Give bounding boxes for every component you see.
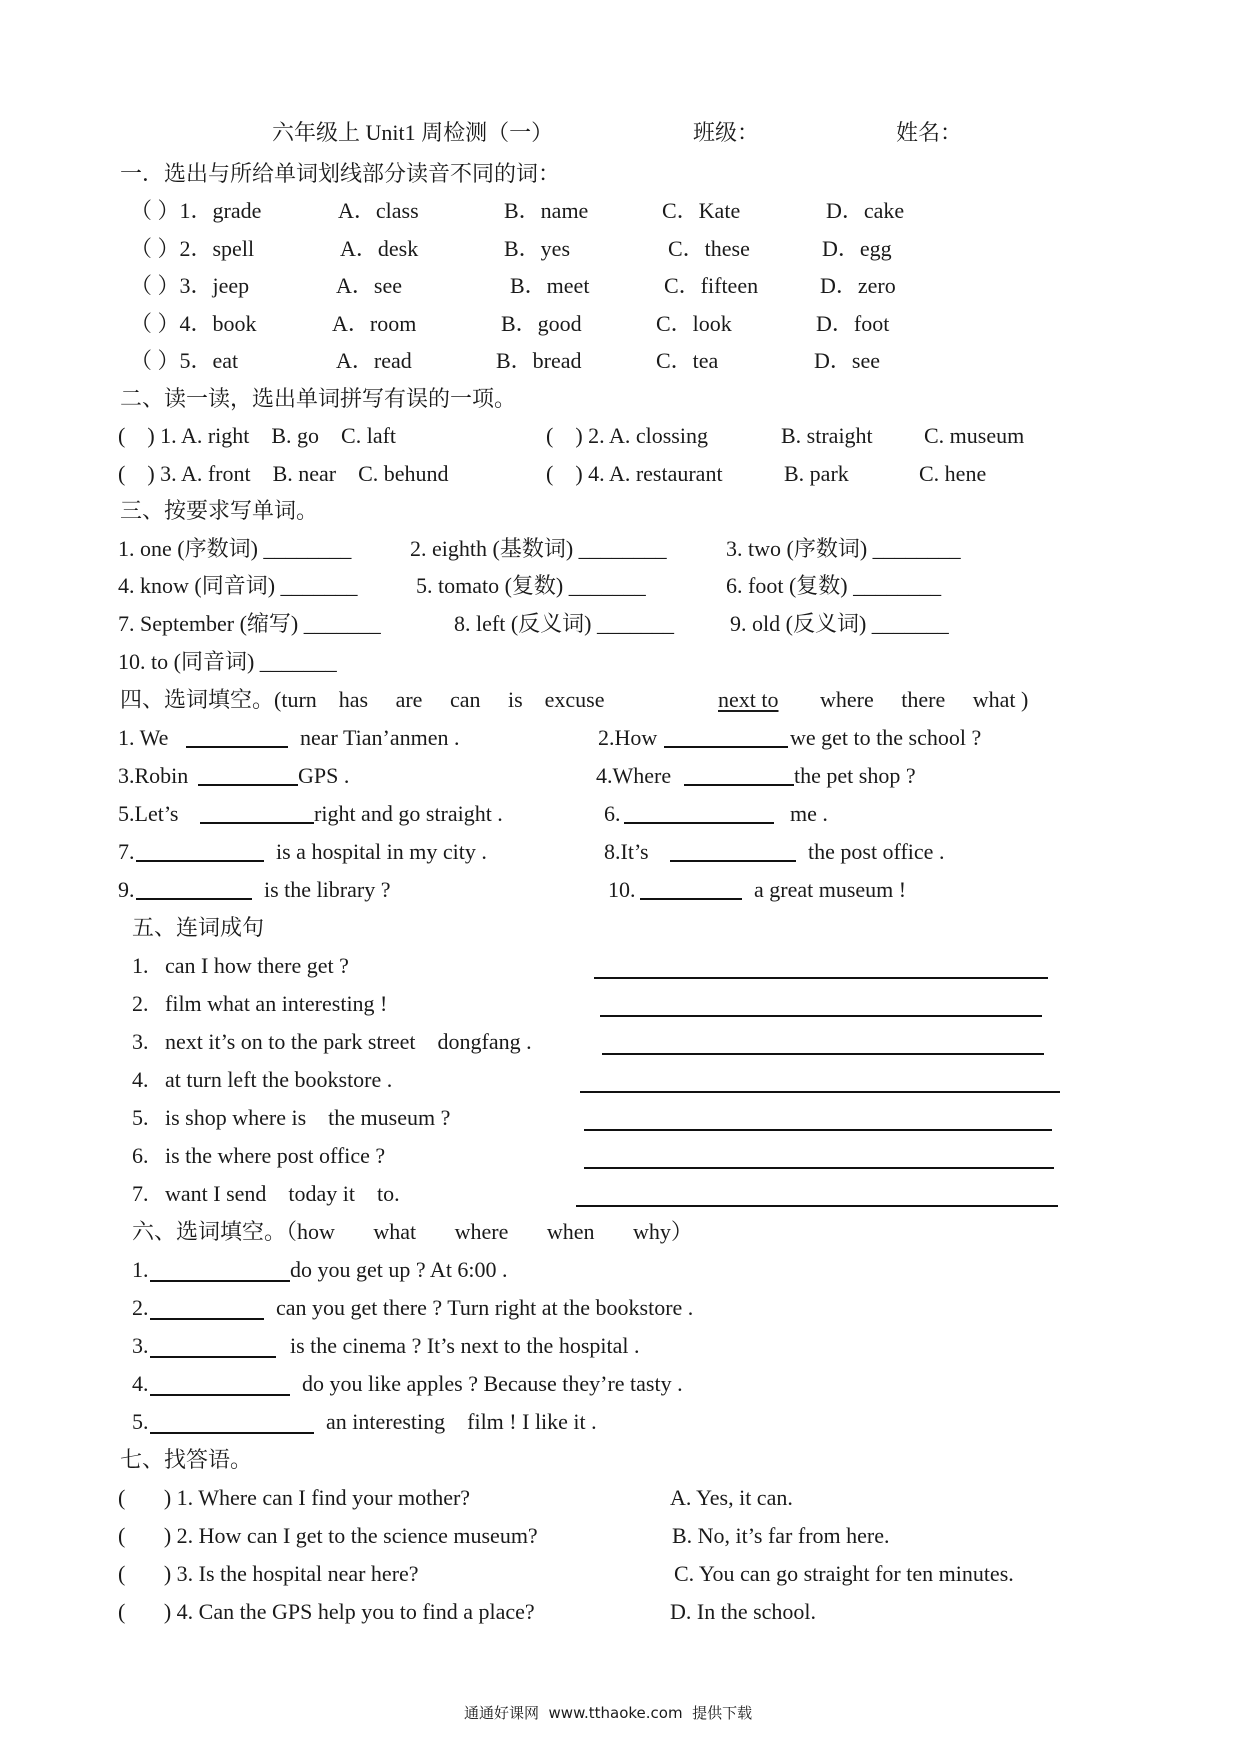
s6-q2: 2. <box>132 1295 149 1320</box>
s3-item-4: 4. know (同音词) _______ <box>118 573 358 598</box>
s6-q3-blank[interactable] <box>150 1356 276 1358</box>
s2-row1-b: ( ) 2. A. clossing <box>546 423 708 448</box>
s4-q4-rest: the pet shop ? <box>794 763 916 788</box>
section-4-heading: 四、选词填空。(turn has are can is excuse <box>120 687 605 712</box>
s5-answer-line-6[interactable] <box>584 1167 1054 1169</box>
s7-question-2: ( ) 2. How can I get to the science museum? <box>118 1523 538 1548</box>
s4-heading-end: where there what ) <box>820 687 1029 712</box>
s3-item-5: 5. tomato (复数) _______ <box>416 573 646 598</box>
s7-question-3: ( ) 3. Is the hospital near here? <box>118 1561 419 1586</box>
s4-next-to: next to <box>718 687 779 712</box>
s4-q6: 6. <box>604 801 621 826</box>
s5-answer-line-4[interactable] <box>580 1091 1060 1093</box>
s1-q1: （ ）1．grade <box>130 198 262 223</box>
s4-q7-rest: is a hospital in my city . <box>276 839 487 864</box>
s5-item-6: 6. is the where post office ? <box>132 1143 386 1168</box>
s3-item-8: 8. left (反义词) _______ <box>454 611 674 636</box>
s6-q3-rest: is the cinema ? It’s next to the hospital . <box>290 1333 640 1358</box>
s5-item-7: 7. want I send today it to. <box>132 1181 400 1206</box>
s4-q2-blank[interactable] <box>664 746 788 748</box>
s7-answer-a: A. Yes, it can. <box>670 1485 793 1510</box>
s4-q10-blank[interactable] <box>640 898 742 900</box>
footer-credit: 通通好课网 www.tthaoke.com 提供下载 <box>464 1704 753 1722</box>
s4-q10-rest: a great museum ! <box>754 877 907 902</box>
s5-item-1: 1. can I how there get ? <box>132 953 349 978</box>
s2-row2-a: ( ) 3. A. front B. near C. behund <box>118 461 449 486</box>
s2-row1-a: ( ) 1. A. right B. go C. laft <box>118 423 397 448</box>
s3-item-2: 2. eighth (基数词) ________ <box>410 536 667 561</box>
s3-item-6: 6. foot (复数) ________ <box>726 573 942 598</box>
s4-q5-rest: right and go straight . <box>314 801 503 826</box>
s4-q10: 10. <box>608 877 636 902</box>
s7-question-1: ( ) 1. Where can I find your mother? <box>118 1485 471 1510</box>
page-title: 六年级上 Unit1 周检测（一） <box>272 120 554 145</box>
section-3-heading: 三、按要求写单词。 <box>120 498 319 523</box>
s2-row1-d: C. museum <box>924 423 1025 448</box>
s4-q2: 2.How <box>598 725 658 750</box>
s1-q2-b: B．yes <box>504 236 571 261</box>
s6-q1-blank[interactable] <box>150 1280 290 1282</box>
s4-q6-rest: me . <box>790 801 828 826</box>
s7-answer-b: B. No, it’s far from here. <box>672 1523 890 1548</box>
section-2-heading: 二、读一读，选出单词拼写有误的一项。 <box>120 386 517 411</box>
s3-item-7: 7. September (缩写) _______ <box>118 611 381 636</box>
s3-item-9: 9. old (反义词) _______ <box>730 611 949 636</box>
s3-item-3: 3. two (序数词) ________ <box>726 536 961 561</box>
s4-q6-blank[interactable] <box>624 822 774 824</box>
s4-q4-blank[interactable] <box>684 784 794 786</box>
s3-item-1: 1. one (序数词) ________ <box>118 536 352 561</box>
s4-q9-rest: is the library ? <box>264 877 391 902</box>
section-7-heading: 七、找答语。 <box>120 1447 253 1472</box>
s1-q5-a: A．read <box>336 348 412 373</box>
s1-q2-c: C．these <box>668 236 750 261</box>
s1-q2: （ ）2．spell <box>130 236 255 261</box>
s1-q5-c: C．tea <box>656 348 719 373</box>
s7-question-4: ( ) 4. Can the GPS help you to find a place? <box>118 1599 535 1624</box>
section-1-heading: 一．选出与所给单词划线部分读音不同的词： <box>120 161 561 186</box>
s7-answer-d: D. In the school. <box>670 1599 817 1624</box>
s6-q2-rest: can you get there ? Turn right at the bookstore . <box>276 1295 694 1320</box>
s5-item-2: 2. film what an interesting ! <box>132 991 388 1016</box>
s2-row2-b: ( ) 4. A. restaurant <box>546 461 723 486</box>
s4-q3: 3.Robin <box>118 763 189 788</box>
s1-q4-a: A．room <box>332 311 417 336</box>
s6-q1-rest: do you get up ? At 6:00 . <box>290 1257 508 1282</box>
s5-answer-line-5[interactable] <box>584 1129 1052 1131</box>
name-label: 姓名： <box>896 120 963 145</box>
s5-item-4: 4. at turn left the bookstore . <box>132 1067 393 1092</box>
s2-row2-d: C. hene <box>919 461 987 486</box>
s6-q2-blank[interactable] <box>150 1318 264 1320</box>
s5-answer-line-1[interactable] <box>594 977 1048 979</box>
s4-q8: 8.It’s <box>604 839 649 864</box>
s5-answer-line-2[interactable] <box>600 1015 1042 1017</box>
s5-answer-line-7[interactable] <box>576 1205 1058 1207</box>
s6-q4-blank[interactable] <box>150 1394 290 1396</box>
s4-q3-blank[interactable] <box>198 784 298 786</box>
s4-q4: 4.Where <box>596 763 672 788</box>
s1-q3: （ ）3．jeep <box>130 273 250 298</box>
s1-q4-d: D．foot <box>816 311 890 336</box>
section-5-heading: 五、连词成句 <box>132 915 265 940</box>
s1-q5-b: B．bread <box>496 348 582 373</box>
s6-q4-rest: do you like apples ? Because they’re tasty . <box>302 1371 683 1396</box>
class-label: 班级： <box>693 120 760 145</box>
s6-q5: 5. <box>132 1409 149 1434</box>
s4-q5-blank[interactable] <box>200 822 314 824</box>
s1-q3-c: C．fifteen <box>664 273 759 298</box>
s1-q1-c: C．Kate <box>662 198 741 223</box>
s4-q8-rest: the post office . <box>808 839 945 864</box>
s1-q3-b: B．meet <box>510 273 590 298</box>
s3-item-10: 10. to (同音词) _______ <box>118 649 337 674</box>
s1-q5-d: D．see <box>814 348 880 373</box>
s6-q1: 1. <box>132 1257 149 1282</box>
s4-q2-rest: we get to the school ? <box>790 725 982 750</box>
s1-q3-a: A．see <box>336 273 402 298</box>
s6-q4: 4. <box>132 1371 149 1396</box>
s1-q4: （ ）4．book <box>130 311 257 336</box>
s5-item-5: 5. is shop where is the museum ? <box>132 1105 451 1130</box>
s4-q3-rest: GPS . <box>298 763 350 788</box>
s1-q2-a: A．desk <box>340 236 419 261</box>
s1-q1-b: B．name <box>504 198 589 223</box>
s1-q5: （ ）5．eat <box>130 348 239 373</box>
s4-q9-blank[interactable] <box>136 898 252 900</box>
s1-q1-a: A．class <box>338 198 419 223</box>
s6-q5-rest: an interesting film ! I like it . <box>326 1409 597 1434</box>
s1-q4-c: C．look <box>656 311 732 336</box>
s1-q2-d: D．egg <box>822 236 892 261</box>
s4-q1-rest: near Tian’anmen . <box>300 725 460 750</box>
s7-answer-c: C. You can go straight for ten minutes. <box>674 1561 1014 1586</box>
s4-q8-blank[interactable] <box>670 860 796 862</box>
s4-q1-blank[interactable] <box>186 746 288 748</box>
s4-q5: 5.Let’s <box>118 801 179 826</box>
s5-answer-line-3[interactable] <box>602 1053 1044 1055</box>
s4-q7: 7. <box>118 839 135 864</box>
s6-q3: 3. <box>132 1333 149 1358</box>
section-6-heading: 六、选词填空。（how what where when why） <box>132 1219 693 1244</box>
s6-q5-blank[interactable] <box>150 1432 314 1434</box>
s2-row1-c: B. straight <box>781 423 873 448</box>
s2-row2-c: B. park <box>784 461 849 486</box>
s4-q1: 1. We <box>118 725 169 750</box>
s1-q1-d: D．cake <box>826 198 905 223</box>
s1-q3-d: D．zero <box>820 273 896 298</box>
s1-q4-b: B．good <box>501 311 582 336</box>
s4-q9: 9. <box>118 877 135 902</box>
s5-item-3: 3. next it’s on to the park street dongfang . <box>132 1029 532 1054</box>
s4-q7-blank[interactable] <box>136 860 264 862</box>
